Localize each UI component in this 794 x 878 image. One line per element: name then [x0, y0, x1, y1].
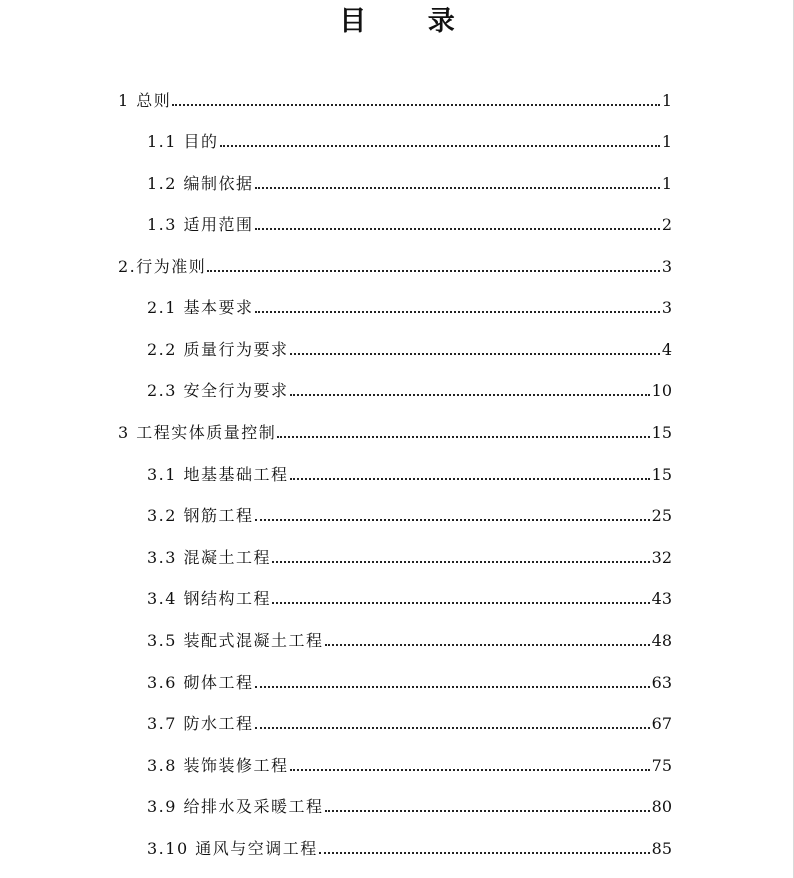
- toc-dot-leader: [290, 478, 650, 480]
- toc-page-number: 1: [661, 91, 672, 110]
- toc-entry-label: 3.1 地基基础工程: [147, 465, 289, 484]
- toc-entry-label: 3.2 钢筋工程: [147, 506, 254, 525]
- toc-dot-leader: [277, 436, 649, 438]
- toc-dot-leader: [325, 644, 650, 646]
- toc-page-number: 32: [651, 548, 672, 567]
- toc-entry[interactable]: [0, 623, 794, 651]
- toc-dot-leader: [319, 852, 650, 854]
- toc-entry[interactable]: [0, 540, 794, 568]
- toc-entry[interactable]: [0, 457, 794, 485]
- toc-page-number: 80: [651, 797, 672, 816]
- toc-dot-leader: [220, 145, 660, 147]
- toc-entry-label: 3.5 装配式混凝土工程: [147, 631, 324, 650]
- toc-page-number: 15: [651, 423, 672, 442]
- toc-page-number: 3: [661, 298, 672, 317]
- toc-page-number: 63: [651, 673, 672, 692]
- toc-entry[interactable]: [0, 581, 794, 609]
- toc-entry-label: 3 工程实体质量控制: [118, 423, 277, 442]
- toc-entry-label: 2.行为准则: [118, 257, 207, 276]
- toc-entry[interactable]: [0, 249, 794, 277]
- toc-dot-leader: [290, 769, 650, 771]
- toc-entry-label: 1 总则: [118, 91, 172, 110]
- toc-entry[interactable]: [0, 498, 794, 526]
- toc-entry-label: 1.3 适用范围: [147, 215, 254, 234]
- toc-entry[interactable]: [0, 706, 794, 734]
- toc-entry[interactable]: [0, 166, 794, 194]
- toc-page-number: 15: [651, 465, 672, 484]
- toc-entry-label: 2.1 基本要求: [147, 298, 254, 317]
- toc-dot-leader: [255, 519, 650, 521]
- toc-entry-label: 3.9 给排水及采暖工程: [147, 797, 324, 816]
- toc-page-number: 4: [661, 340, 672, 359]
- toc-dot-leader: [172, 104, 660, 106]
- toc-page-number: 1: [661, 174, 672, 193]
- toc-page-number: 3: [661, 257, 672, 276]
- toc-dot-leader: [255, 228, 660, 230]
- toc-entry[interactable]: [0, 332, 794, 360]
- toc-dot-leader: [255, 686, 650, 688]
- toc-page-number: 1: [661, 132, 672, 151]
- toc-entry[interactable]: [0, 83, 794, 111]
- toc-entry-label: 2.2 质量行为要求: [147, 340, 289, 359]
- toc-entry[interactable]: [0, 290, 794, 318]
- toc-entry-label: 1.2 编制依据: [147, 174, 254, 193]
- toc-dot-leader: [325, 810, 650, 812]
- toc-entry[interactable]: [0, 748, 794, 776]
- toc-entry-label: 3.4 钢结构工程: [147, 589, 272, 608]
- toc-page-number: 75: [651, 756, 672, 775]
- toc-entry-label: 3.7 防水工程: [147, 714, 254, 733]
- toc-page-number: 43: [651, 589, 672, 608]
- toc-page-number: 10: [651, 381, 672, 400]
- toc-dot-leader: [272, 602, 650, 604]
- toc-dot-leader: [290, 394, 650, 396]
- toc-page-number: 85: [651, 839, 672, 858]
- toc-dot-leader: [255, 727, 650, 729]
- toc-page-number: 25: [651, 506, 672, 525]
- toc-dot-leader: [255, 311, 660, 313]
- toc-entry[interactable]: [0, 207, 794, 235]
- toc-entry[interactable]: [0, 124, 794, 152]
- toc-entry-label: 1.1 目的: [147, 132, 219, 151]
- toc-dot-leader: [272, 561, 650, 563]
- toc-page-number: 67: [651, 714, 672, 733]
- toc-dot-leader: [290, 353, 660, 355]
- toc-entry[interactable]: [0, 665, 794, 693]
- toc-page-number: 48: [651, 631, 672, 650]
- toc-entry[interactable]: [0, 415, 794, 443]
- toc-entry[interactable]: [0, 831, 794, 859]
- toc-entry-label: 3.8 装饰装修工程: [147, 756, 289, 775]
- toc-entry-label: 3.10 通风与空调工程: [147, 839, 318, 858]
- toc-dot-leader: [255, 187, 660, 189]
- toc-entry-label: 2.3 安全行为要求: [147, 381, 289, 400]
- toc-entry[interactable]: [0, 789, 794, 817]
- toc-entry-label: 3.6 砌体工程: [147, 673, 254, 692]
- toc-entry-label: 3.3 混凝土工程: [147, 548, 272, 567]
- toc-dot-leader: [207, 270, 660, 272]
- toc-page-number: 2: [661, 215, 672, 234]
- page-title: 目 录: [339, 6, 481, 37]
- toc-entry[interactable]: [0, 373, 794, 401]
